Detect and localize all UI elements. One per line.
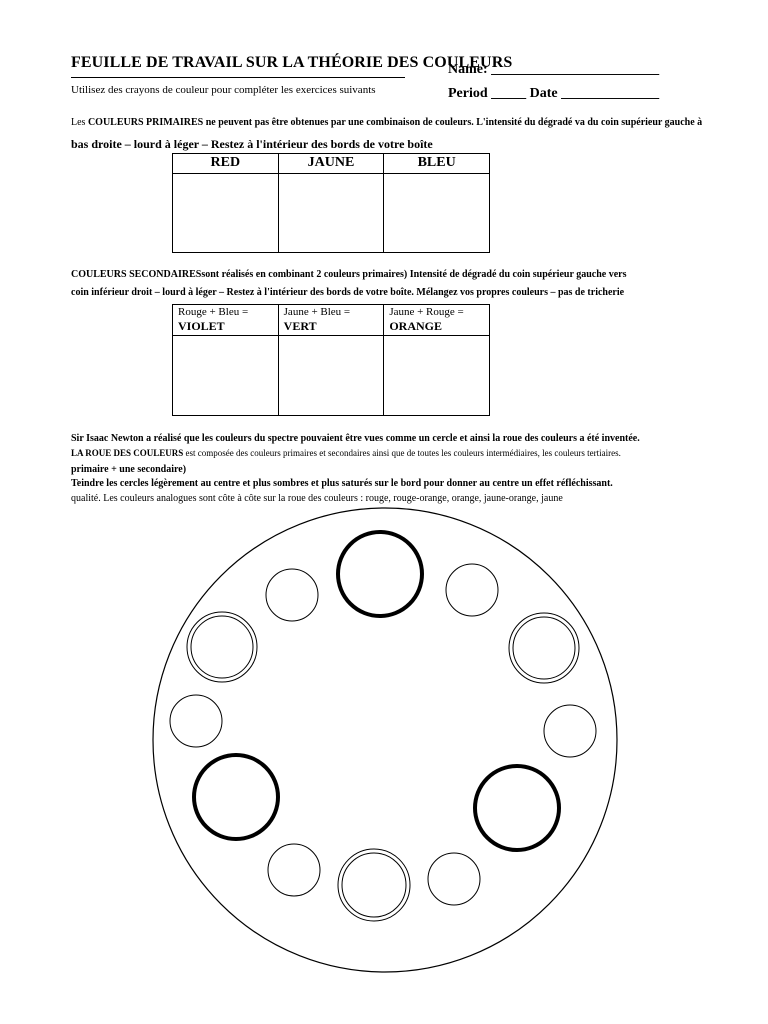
secondary-instructions: coin inférieur droit – lourd à léger – Restez à l'intérieur des bords de votre boîte. Mélangez vos propres couleurs – pas de tricherie bbox=[71, 287, 625, 298]
secondary-intro-bold: COULEURS SECONDAIRES bbox=[71, 269, 202, 280]
formula: Jaune + Rouge = bbox=[389, 306, 464, 318]
wheel-tertiary-5[interactable] bbox=[268, 844, 320, 896]
result: ORANGE bbox=[389, 319, 442, 333]
wheel-secondary-bottom[interactable] bbox=[338, 849, 410, 921]
wheel-tertiary-1[interactable] bbox=[266, 569, 318, 621]
wheel-primary-top[interactable] bbox=[338, 532, 422, 616]
primaire-text: primaire + une secondaire) bbox=[71, 464, 187, 475]
wheel-tertiary-2[interactable] bbox=[446, 564, 498, 616]
primary-header-bleu: BLEU bbox=[384, 154, 490, 174]
page-title: FEUILLE DE TRAVAIL SUR LA THÉORIE DES COULEURS bbox=[71, 54, 513, 71]
primary-intro-bold: COULEURS PRIMAIRES bbox=[87, 117, 204, 128]
result: VIOLET bbox=[178, 319, 225, 333]
wheel-secondary-upper-right[interactable] bbox=[509, 613, 579, 683]
primary-header-red: RED bbox=[173, 154, 279, 174]
period-date-field[interactable]: Period _____ Date ______________ bbox=[448, 86, 660, 101]
roue-rest: est composée des couleurs primaires et secondaires ainsi que de toutes les couleurs intermédiaires, les couleurs tertiaires. bbox=[183, 448, 621, 458]
teindre-text: Teindre les cercles légèrement au centre et plus sombres et plus saturés sur le bord pour donner au centre un effet réfléchissant. bbox=[71, 478, 613, 489]
wheel-secondary-upper-left[interactable] bbox=[187, 612, 257, 682]
result: VERT bbox=[283, 319, 317, 333]
instructions: Utilisez des crayons de couleur pour compléter les exercices suivants bbox=[71, 84, 376, 96]
wheel-tertiary-4[interactable] bbox=[170, 695, 222, 747]
newton-text: Sir Isaac Newton a réalisé que les couleurs du spectre pouvaient être vues comme un cercle et ainsi la roue des couleurs a été inventée. bbox=[71, 433, 640, 444]
primary-intro-prefix: Les bbox=[71, 117, 88, 128]
wheel-tertiary-3[interactable] bbox=[544, 705, 596, 757]
formula: Rouge + Bleu = bbox=[178, 306, 249, 318]
roue-bold: LA ROUE DES COULEURS bbox=[71, 448, 184, 458]
formula: Jaune + Bleu = bbox=[283, 306, 351, 318]
wheel-primary-left[interactable] bbox=[194, 755, 278, 839]
secondary-intro-rest: sont réalisés en combinant 2 couleurs primaires) Intensité de dégradé du coin supérieur gauche vers bbox=[201, 269, 627, 280]
wheel-tertiary-6[interactable] bbox=[428, 853, 480, 905]
primary-instructions: bas droite – lourd à léger – Restez à l'intérieur des bords de votre boîte bbox=[71, 137, 433, 151]
primary-intro-rest: ne peuvent pas être obtenues par une combinaison de couleurs. L'intensité du dégradé va du coin supérieur gauche à bbox=[203, 117, 703, 128]
analogues-text: qualité. Les couleurs analogues sont côte à côte sur la roue des couleurs : rouge, rouge-orange, orange, jaune-orange, jaune bbox=[71, 493, 563, 504]
wheel-primary-right[interactable] bbox=[475, 766, 559, 850]
primary-header-jaune: JAUNE bbox=[278, 154, 384, 174]
name-field[interactable]: Name: ________________________ bbox=[448, 62, 660, 77]
